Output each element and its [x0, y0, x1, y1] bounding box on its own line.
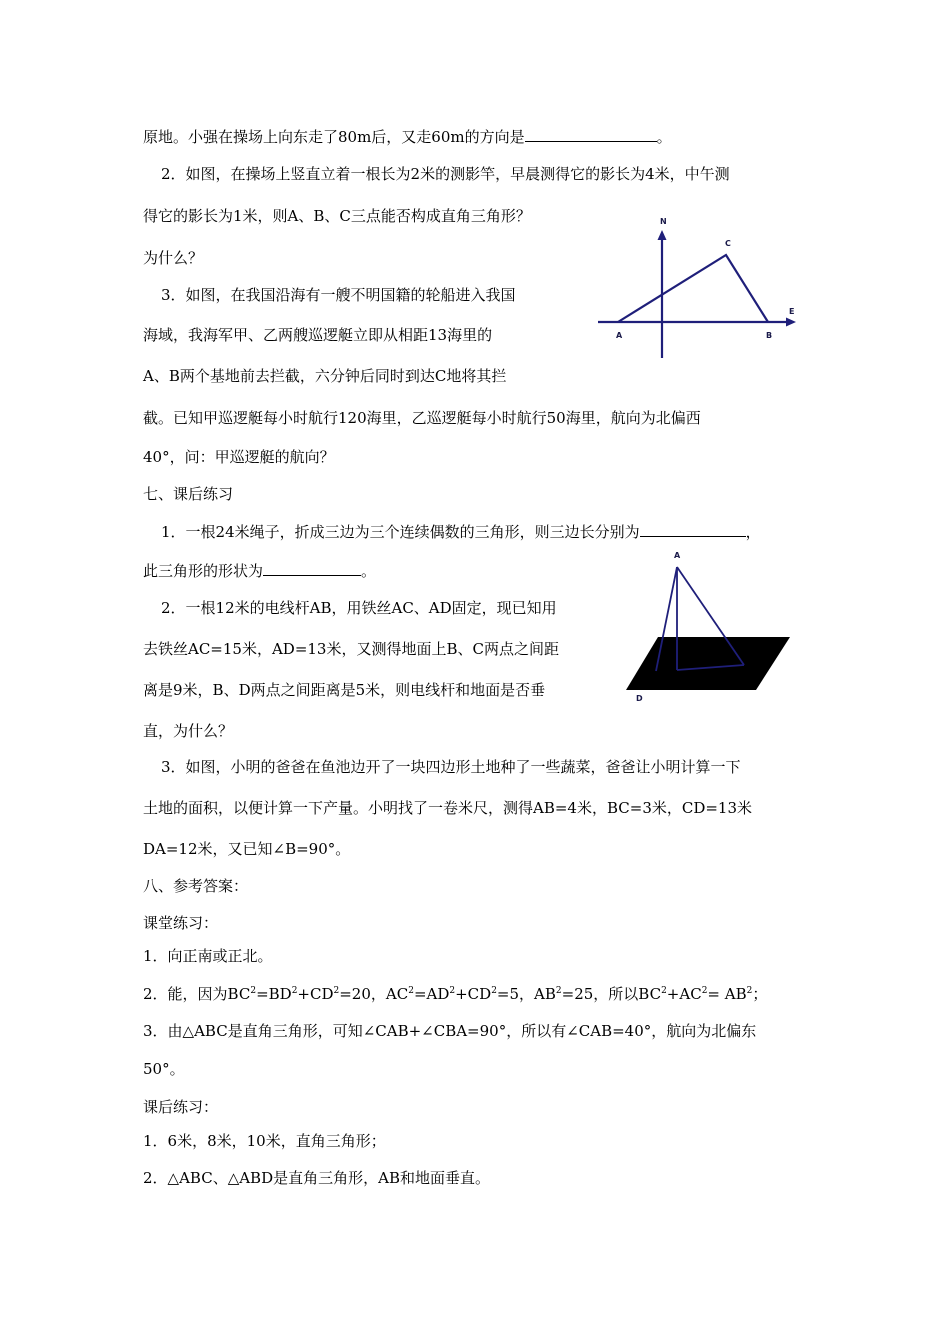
text-line-22: 1．向正南或正北。 — [143, 947, 273, 965]
subheading-class-practice: 课堂练习： — [143, 914, 219, 932]
text-line-27: 1．6米，8米，10米，直角三角形； — [143, 1132, 386, 1150]
section-heading-after-class: 七、课后练习 — [143, 485, 234, 503]
text-span: 。 — [361, 562, 377, 580]
text-line-3: 得它的影长为1米，则A、B、C三点能否构成直角三角形？ — [143, 207, 531, 225]
text-line-8: 截。已知甲巡逻艇每小时航行120海里，乙巡逻艇每小时航行50海里，航向为北偏西 — [143, 409, 701, 427]
pole-ground-figure — [620, 545, 800, 705]
text-span: =BD — [256, 985, 292, 1003]
superscript: 2 — [701, 986, 708, 996]
text-line-17: 3．如图，小明的爸爸在鱼池边开了一块四边形土地种了一些蔬菜，爸爸让小明计算一下 — [161, 758, 741, 776]
text-line-5: 3．如图，在我国沿海有一艘不明国籍的轮船进入我国 — [161, 286, 516, 304]
text-span: = AB — [707, 985, 747, 1003]
text-line-18: 土地的面积，以便计算一下产量。小明找了一卷米尺，测得AB=4米，BC=3米，CD=13米 — [143, 799, 753, 817]
text-span: ； — [752, 985, 768, 1003]
text-line-24: 3．由△ABC是直角三角形，可知∠CAB+∠CBA=90°，所以有∠CAB=40°，航向为北偏东 — [143, 1022, 757, 1040]
text-span: 原地。小强在操场上向东走了80m后，又走60m的方向是 — [143, 128, 525, 146]
label-a: A — [616, 331, 623, 340]
answer-blank — [525, 127, 657, 142]
label-d: D — [636, 694, 643, 703]
triangle-abc — [618, 255, 768, 322]
text-span: 此三角形的形状为 — [143, 562, 264, 580]
superscript: 2 — [555, 986, 562, 996]
text-line-4: 为什么？ — [143, 249, 204, 267]
superscript: 2 — [250, 986, 257, 996]
label-c: C — [725, 239, 731, 248]
north-arrowhead — [658, 230, 667, 240]
label-a: A — [674, 551, 681, 560]
text-span: +CD — [455, 985, 492, 1003]
text-line-19: DA=12米，又已知∠B=90°。 — [143, 840, 351, 858]
text-line-16: 直，为什么？ — [143, 722, 234, 740]
superscript: 2 — [661, 986, 667, 996]
text-line-12 — [143, 561, 376, 581]
text-line-14: 去铁丝AC=15米，AD=13米，又测得地面上B、C两点之间距 — [143, 640, 559, 658]
text-line-23 — [143, 984, 767, 1004]
text-span: =25，所以BC — [561, 985, 662, 1003]
east-arrowhead — [786, 318, 796, 327]
section-heading-answers: 八、参考答案： — [143, 877, 249, 895]
text-span: =AD — [413, 985, 450, 1003]
subheading-after-class-practice: 课后练习： — [143, 1098, 219, 1116]
text-span: 。 — [656, 128, 672, 146]
superscript: 2 — [408, 986, 414, 996]
text-span: =20，AC — [339, 985, 409, 1003]
text-span: 2．能，因为BC — [143, 985, 251, 1003]
text-line-15: 离是9米，B、D两点之间距离是5米，则电线杆和地面是否垂 — [143, 681, 546, 699]
text-line-1 — [143, 127, 672, 147]
label-e: E — [789, 307, 795, 316]
superscript: 2 — [449, 986, 456, 996]
text-line-11 — [161, 522, 761, 542]
label-n: N — [660, 217, 667, 226]
text-span: +CD — [297, 985, 334, 1003]
text-line-2: 2．如图，在操场上竖直立着一根长为2米的测影竿，早晨测得它的影长为4米，中午测 — [161, 165, 730, 183]
superscript: 2 — [491, 986, 497, 996]
text-line-9: 40°，问：甲巡逻艇的航向？ — [143, 448, 335, 466]
text-line-6: 海域，我海军甲、乙两艘巡逻艇立即从相距13海里的 — [143, 326, 493, 344]
text-span: ， — [745, 523, 761, 541]
text-span: 1．一根24米绳子，折成三边为三个连续偶数的三角形，则三边长分别为 — [161, 523, 640, 541]
label-b: B — [766, 331, 773, 340]
ground-plane — [626, 637, 790, 690]
text-line-13: 2．一根12米的电线杆AB，用铁丝AC、AD固定，现已知用 — [161, 599, 557, 617]
text-line-28: 2．△ABC、△ABD是直角三角形，AB和地面垂直。 — [143, 1169, 490, 1187]
triangle-axes-figure — [590, 210, 810, 365]
superscript: 2 — [746, 986, 753, 996]
text-line-25: 50°。 — [143, 1060, 185, 1078]
text-line-7: A、B两个基地前去拦截，六分钟后同时到达C地将其拦 — [143, 367, 507, 385]
text-span: +AC — [666, 985, 702, 1003]
superscript: 2 — [333, 986, 340, 996]
text-span: =5，AB — [496, 985, 556, 1003]
answer-blank — [263, 561, 361, 576]
answer-blank — [640, 522, 746, 537]
superscript: 2 — [291, 986, 298, 996]
